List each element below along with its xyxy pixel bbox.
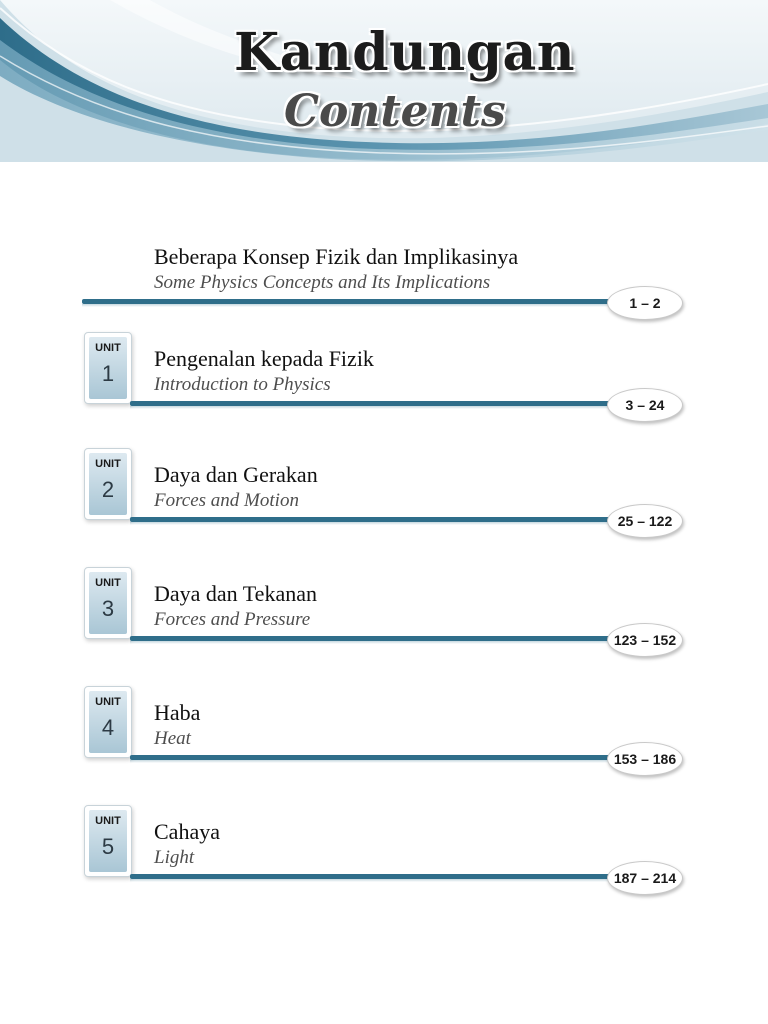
page-range: 25 – 122: [607, 504, 683, 538]
page-range: 153 – 186: [607, 742, 683, 776]
toc-entry-unit-1[interactable]: [0, 342, 768, 446]
entry-title-ms: Haba: [154, 700, 201, 725]
unit-badge: [84, 448, 132, 520]
entry-divider: [130, 874, 612, 879]
entry-title-en: Heat: [154, 728, 191, 749]
unit-badge: [84, 686, 132, 758]
unit-label: UNIT: [95, 577, 121, 589]
toc-entry-unit-4[interactable]: [0, 696, 768, 800]
page-range: 1 – 2: [607, 286, 683, 320]
unit-label: UNIT: [95, 342, 121, 354]
entry-title-ms: Pengenalan kepada Fizik: [154, 346, 374, 371]
page-range: 3 – 24: [607, 388, 683, 422]
entry-divider: [130, 401, 612, 406]
toc-entry-unit-2[interactable]: [0, 458, 768, 562]
unit-label: UNIT: [95, 815, 121, 827]
entry-title-en: Some Physics Concepts and Its Implications: [154, 272, 491, 293]
entry-title-ms: Cahaya: [154, 819, 220, 844]
unit-number: 5: [101, 834, 115, 859]
unit-number: 3: [101, 596, 115, 621]
toc-entry[interactable]: [0, 244, 768, 344]
unit-label: UNIT: [95, 696, 121, 708]
unit-badge: [84, 805, 132, 877]
entry-divider: [130, 517, 612, 522]
unit-number: 4: [101, 715, 115, 740]
entry-title-ms: Beberapa Konsep Fizik dan Implikasinya: [154, 244, 519, 269]
unit-number: 1: [101, 361, 115, 386]
page-title: Kandungan: [234, 22, 576, 83]
entry-divider: [130, 755, 612, 760]
unit-label: UNIT: [95, 458, 121, 470]
entry-divider: [82, 299, 612, 304]
unit-badge: [84, 332, 132, 404]
entry-title-ms: Daya dan Tekanan: [154, 581, 317, 606]
entry-divider: [130, 636, 612, 641]
page-subtitle: Contents: [284, 86, 506, 137]
header-banner: [0, 0, 768, 162]
page-range: 187 – 214: [607, 861, 683, 895]
entry-title-en: Light: [154, 847, 195, 868]
unit-badge: [84, 567, 132, 639]
toc-entry-unit-5[interactable]: [0, 815, 768, 919]
entry-title-ms: Daya dan Gerakan: [154, 462, 318, 487]
unit-number: 2: [101, 477, 115, 502]
entry-title-en: Forces and Pressure: [154, 609, 311, 630]
toc-entry-unit-3[interactable]: [0, 577, 768, 681]
entry-title-en: Introduction to Physics: [154, 374, 331, 395]
page-range: 123 – 152: [607, 623, 683, 657]
entry-title-en: Forces and Motion: [154, 490, 299, 511]
